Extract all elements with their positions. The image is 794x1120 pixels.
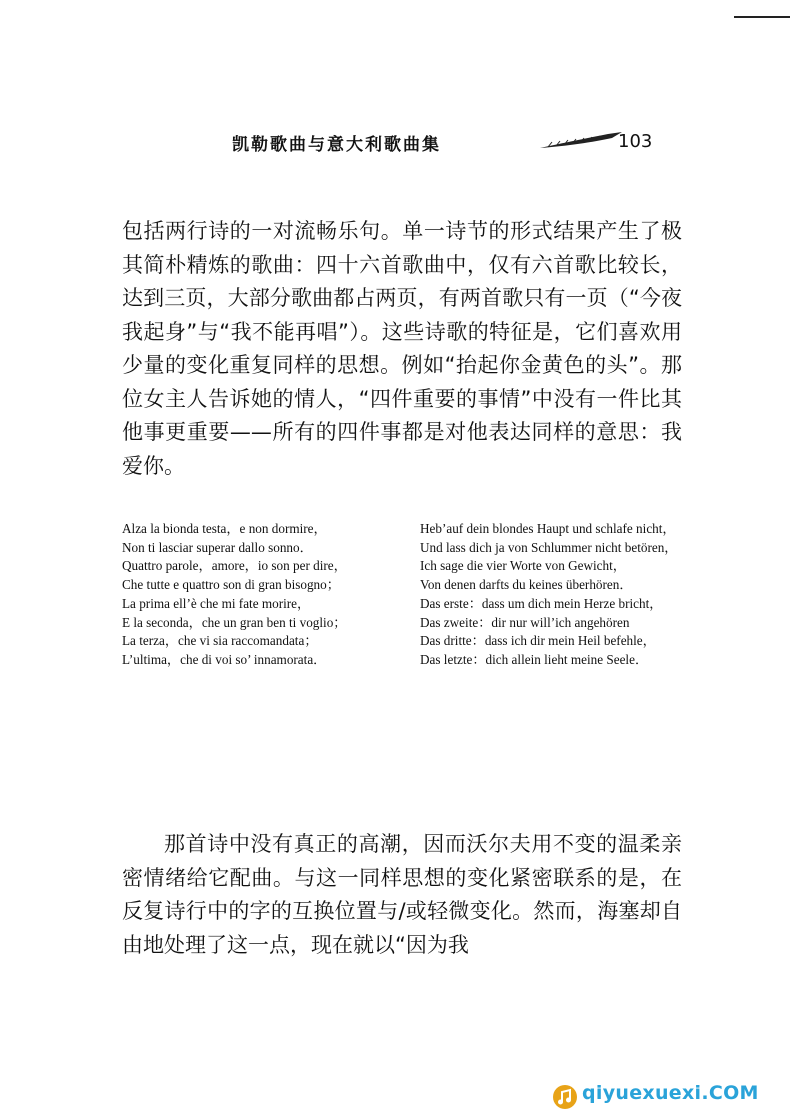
- lyric-line-it-4: Che tutte e quattro son di gran bisogno；: [122, 577, 340, 593]
- body-paragraph-2: 那首诗中没有真正的高潮，因而沃尔夫用不变的温柔亲密情绪给它配曲。与这一同样思想的变化紧密联系的是，在反复诗行中的字的互换位置与/或轻微变化。然而，海塞却自由地处理了这一点，现在就以“因为我: [122, 832, 682, 957]
- watermark-text: qiyuexuexi.COM: [582, 1082, 759, 1104]
- lyric-line-it-6: E la seconda，che un gran ben ti voglio；: [122, 614, 347, 630]
- body-paragraph-1: 包括两行诗的一对流畅乐句。单一诗节的形式结果产生了极其简朴精炼的歌曲：四十六首歌曲中，仅有六首歌比较长，达到三页，大部分歌曲都占两页，有两首歌只有一页（“今夜我起身”与“我不能再唱”）。这些诗歌的特征是，它们喜欢用少量的变化重复同样的思想。例如“抬起你金黄色的头”。那位女主人告诉她的情人，“四件重要的事情”中没有一件比其他事更重要——所有的四件事都是对他表达同样的意思：我爱你。: [122, 219, 682, 478]
- page-number: 103: [618, 131, 653, 152]
- lyric-line-de-8: Das letzte：dich allein lieht meine Seele．: [420, 651, 649, 667]
- quill-ornament-icon: [538, 130, 624, 152]
- lyric-line-it-3: Quattro parole，amore，io son per dire，: [122, 558, 347, 574]
- lyric-line-de-7: Das dritte：dass ich dir mein Heil befehle，: [420, 633, 656, 649]
- corner-rule: [734, 16, 790, 18]
- lyric-line-de-1: Heb’auf dein blondes Haupt und schlafe nicht，: [420, 521, 676, 536]
- page-header: [232, 128, 662, 158]
- lyric-line-de-6: Das zweite：dir nur will’ich angehören: [420, 614, 630, 630]
- lyrics-german: [420, 520, 685, 670]
- lyric-line-it-2: Non ti lasciar superar dallo sonno．: [122, 539, 313, 555]
- watermark: [548, 1080, 788, 1116]
- music-note-icon: [552, 1084, 578, 1110]
- lyrics-italian: [122, 520, 412, 670]
- lyric-line-it-1: Alza la bionda testa，e non dormire，: [122, 521, 327, 536]
- lyric-line-de-3: Ich sage die vier Worte von Gewicht，: [420, 558, 626, 574]
- running-title: 凯勒歌曲与意大利歌曲集: [232, 135, 441, 155]
- lyric-line-it-5: La prima ell’è che mi fate morire，: [122, 595, 311, 611]
- lyric-line-de-2: Und lass dich ja von Schlummer nicht betören，: [420, 539, 678, 555]
- lyric-line-de-4: Von denen darfts du keines überhören．: [420, 577, 633, 593]
- lyric-line-de-5: Das erste：dass um dich mein Herze bricht，: [420, 595, 663, 611]
- lyric-line-it-8: L’ultima，che di voi so’ innamorata．: [122, 651, 327, 667]
- lyric-line-it-7: La terza，che vi sia raccomandata；: [122, 633, 318, 649]
